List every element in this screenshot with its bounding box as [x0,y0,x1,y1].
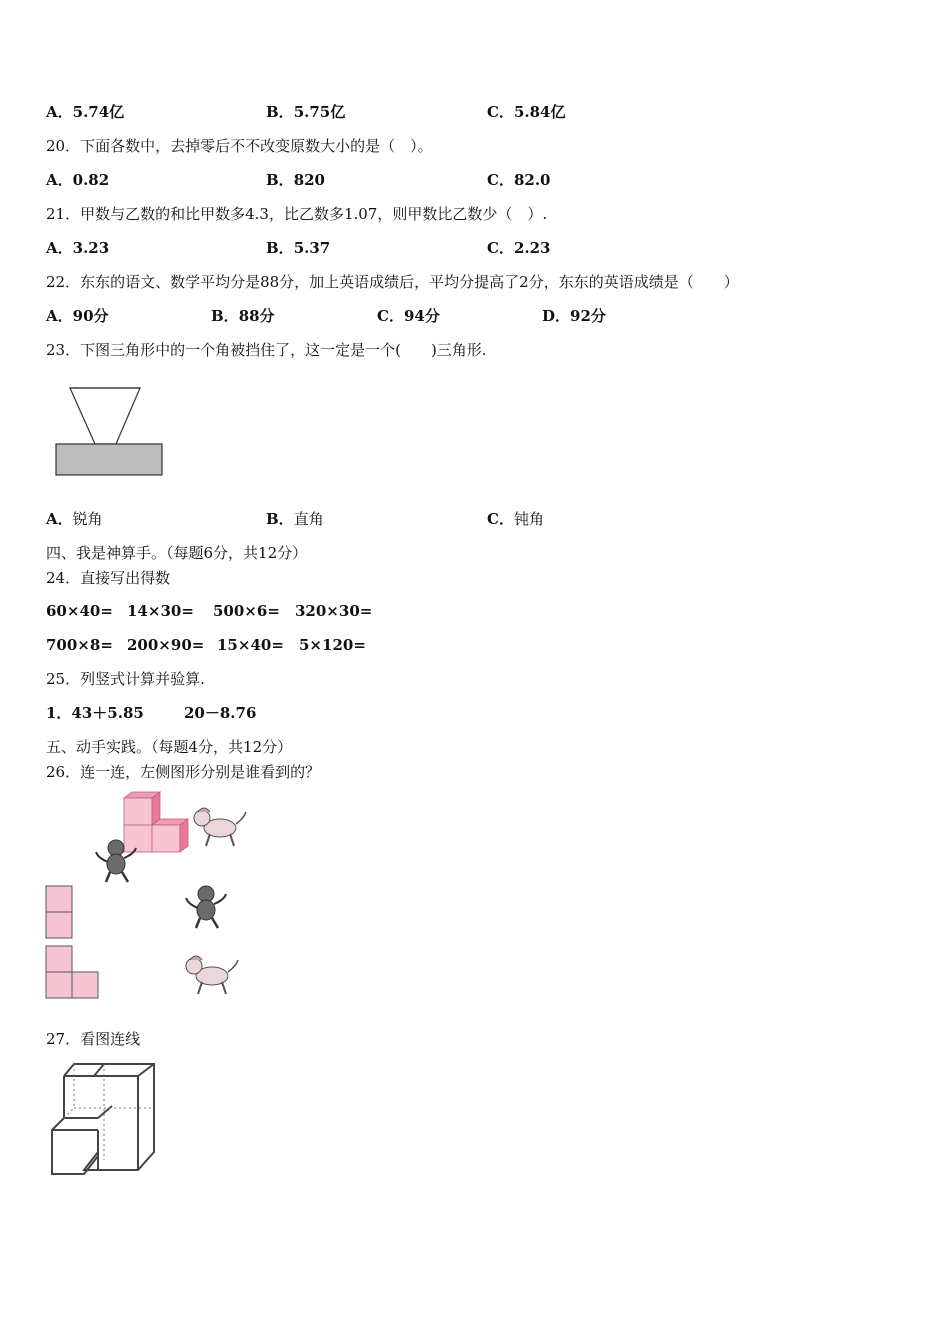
section4-title: 四、我是神算手。（每题6分，共12分） [46,544,308,562]
q20-option-c[interactable] [487,170,551,190]
option-label: B． [266,510,294,528]
view-two-stacked-squares[interactable] [45,885,75,941]
option-label: A． [46,171,73,189]
view-l-shape-squares[interactable] [45,945,101,1001]
option-label: A． [46,239,73,257]
q24-item: 60×40= [46,602,113,620]
cube-wireframe-figure [44,1060,160,1180]
option-value: 锐角 [72,510,103,528]
option-label: C． [487,171,514,189]
q23-option-a[interactable] [46,509,103,529]
option-label: C． [487,239,514,257]
option-value: 直角 [293,510,324,528]
dog-icon[interactable] [180,952,242,998]
monkey-icon [92,836,140,884]
section5-title: 五、动手实践。（每题4分，共12分） [46,738,293,756]
q25-stem: 25．列竖式计算并验算. [46,670,205,688]
option-label: C． [487,510,514,528]
q24-item: 5×120= [299,636,366,654]
q24-item: 200×90= [127,636,205,654]
dog-icon [190,804,250,850]
option-label: B． [211,307,239,325]
q20-option-a[interactable] [46,170,109,190]
q20-option-b[interactable] [266,170,325,190]
option-value: 钝角 [513,510,544,528]
q24-item: 320×30= [295,602,373,620]
q27-stem: 27．看图连线 [46,1030,141,1048]
q19-option-c[interactable] [487,102,566,122]
q21-option-a[interactable] [46,238,109,258]
option-value: 0.82 [72,171,110,189]
option-label: A． [46,103,73,121]
option-value: 5.84亿 [513,103,566,121]
option-label: C． [377,307,404,325]
option-label: A． [46,510,73,528]
q22-option-c[interactable] [377,306,440,326]
q24-item: 14×30= [127,602,194,620]
option-label: C． [487,103,514,121]
q21-option-c[interactable] [487,238,551,258]
q23-option-b[interactable] [266,509,324,529]
q21-option-b[interactable] [266,238,330,258]
q19-option-b[interactable] [266,102,345,122]
q20-stem: 20．下面各数中，去掉零后不不改变原数大小的是（ ）。 [46,137,433,155]
q25-item: 20－8.76 [184,704,257,722]
q22-option-d[interactable] [542,306,606,326]
option-value: 94分 [403,307,440,325]
gray-cover-block [56,444,162,475]
option-value: 90分 [72,307,109,325]
triangle-blocked-figure [50,384,170,480]
q24-item: 15×40= [217,636,284,654]
option-value: 5.37 [293,239,331,257]
q24-item: 500×6= [213,602,280,620]
option-value: 92分 [570,307,606,325]
triangle-shape [70,388,140,444]
q22-stem: 22．东东的语文、数学平均分是88分，加上英语成绩后，平均分提高了2分，东东的英语成绩是（ ） [46,273,739,291]
option-value: 2.23 [513,239,551,257]
option-label: B． [266,103,294,121]
option-value: 5.75亿 [293,103,346,121]
q24-stem: 24．直接写出得数 [46,569,171,587]
option-value: 82.0 [513,171,551,189]
q21-stem: 21．甲数与乙数的和比甲数多4.3，比乙数多1.07，则甲数比乙数少（ ）. [46,205,548,223]
option-label: B． [266,239,294,257]
option-label: D． [542,307,571,325]
option-label: A． [46,307,73,325]
q26-stem: 26．连一连，左侧图形分别是谁看到的？ [46,763,321,781]
option-value: 88分 [238,307,275,325]
q23-option-c[interactable] [487,509,544,529]
option-value: 820 [293,171,325,189]
q22-option-a[interactable] [46,306,109,326]
q19-option-a[interactable] [46,102,124,122]
q25-item: 1．43＋5.85 [46,704,144,722]
monkey-icon[interactable] [182,882,230,930]
option-value: 3.23 [72,239,110,257]
q24-item: 700×8= [46,636,113,654]
option-value: 5.74亿 [72,103,125,121]
q22-option-b[interactable] [211,306,275,326]
q23-stem: 23．下图三角形中的一个角被挡住了，这一定是一个( )三角形. [46,341,487,359]
option-label: B． [266,171,294,189]
